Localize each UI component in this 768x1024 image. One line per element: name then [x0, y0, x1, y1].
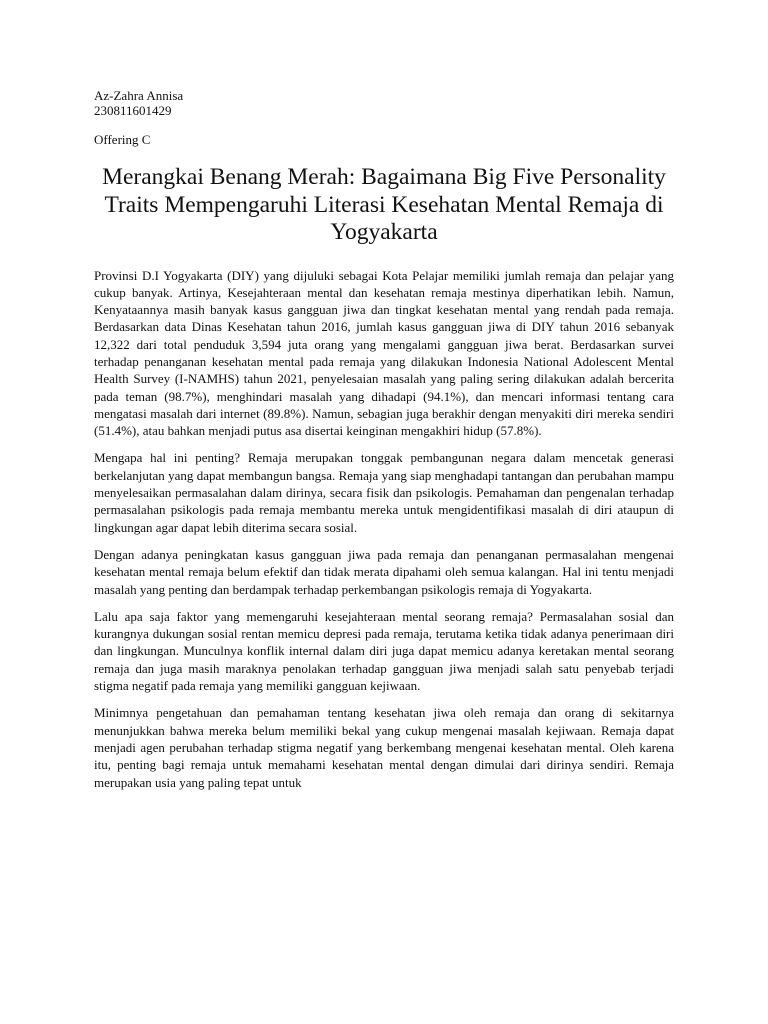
paragraph-3: Dengan adanya peningkatan kasus gangguan jiwa pada remaja dan penanganan permasalahan mengenai kesehatan mental remaja belum efektif dan tidak merata dipahami oleh semua kalangan. Hal ini tentu menjadi masalah yang penting dan berdampak terhadap perkembangan psikologis remaja di Yogyakarta. — [94, 546, 674, 597]
paragraph-5: Minimnya pengetahuan dan pemahaman tentang kesehatan jiwa oleh remaja dan orang di sekitarnya menunjukkan bahwa mereka belum memiliki bekal yang cukup mengenai masalah kejiwaan. Remaja dapat menjadi agen perubahan terhadap stigma negatif yang berkembang mengenai kesehatan mental. Oleh karena itu, penting bagi remaja untuk memahami kesehatan mental dengan dimulai dari dirinya sendiri. Remaja merupakan usia yang paling tepat untuk — [94, 705, 674, 790]
document-body — [94, 267, 674, 791]
paragraph-2: Mengapa hal ini penting? Remaja merupakan tonggak pembangunan negara dalam mencetak generasi berkelanjutan yang dapat membangun bangsa. Remaja yang siap menghadapi tantangan dan perubahan mampu menyelesaikan permasalahan dalam dirinya, secara fisik dan psikologis. Pemahaman dan pengenalan terhadap permasalahan psikologis pada remaja membantu mereka untuk mengidentifikasi masalah di diri ataupun di lingkungan agar dapat lebih diterima secara sosial. — [94, 450, 674, 535]
offering-label: Offering C — [94, 132, 151, 147]
paragraph-1: Provinsi D.I Yogyakarta (DIY) yang dijuluki sebagai Kota Pelajar memiliki jumlah remaja dan pelajar yang cukup banyak. Artinya, Kesejahteraan mental dan kesehatan remaja mestinya diperhatikan lebih. Namun, Kenyataannya masih banyak kasus gangguan jiwa dan tingkat kesehatan mental yang rendah pada remaja. Berdasarkan data Dinas Kesehatan tahun 2016, jumlah kasus gangguan jiwa di DIY tahun 2016 sebanyak 12,322 dari total penduduk 3,594 juta orang yang mengalami gangguan jiwa berat. Berdasarkan survei terhadap penanganan kesehatan mental pada remaja yang dilakukan Indonesia National Adolescent Mental Health Survey (I-NAMHS) tahun 2021, penyelesaian masalah yang paling sering dilakukan adalah bercerita pada teman (98.7%), menghindari masalah yang dihadapi (94.1%), dan mencari informasi tentang cara mengatasi masalah dari internet (89.8%). Namun, sebagian juga berakhir dengan menyakiti diri mereka sendiri (51.4%), atau bahkan menjadi putus asa disertai keinginan mengakhiri hidup (57.8%). — [94, 267, 674, 439]
author-name: Az-Zahra Annisa — [94, 88, 184, 103]
student-id: 230811601429 — [94, 103, 172, 118]
paragraph-4: Lalu apa saja faktor yang memengaruhi kesejahteraan mental seorang remaja? Permasalahan sosial dan kurangnya dukungan sosial rentan memicu depresi pada remaja, terutama ketika tidak adanya penerimaan diri dan lingkungan. Munculnya konflik internal dalam diri juga dapat memicu adanya keretakan mental seorang remaja dan juga masih maraknya penolakan terhadap gangguan jiwa menjadi salah satu penyebab terjadi stigma negatif pada remaja yang memiliki gangguan kejiwaan. — [94, 608, 674, 694]
document-title: Merangkai Benang Merah: Bagaimana Big Five Personality Traits Mempengaruhi Literasi Kesehatan Mental Remaja di Yogyakarta — [102, 164, 666, 245]
